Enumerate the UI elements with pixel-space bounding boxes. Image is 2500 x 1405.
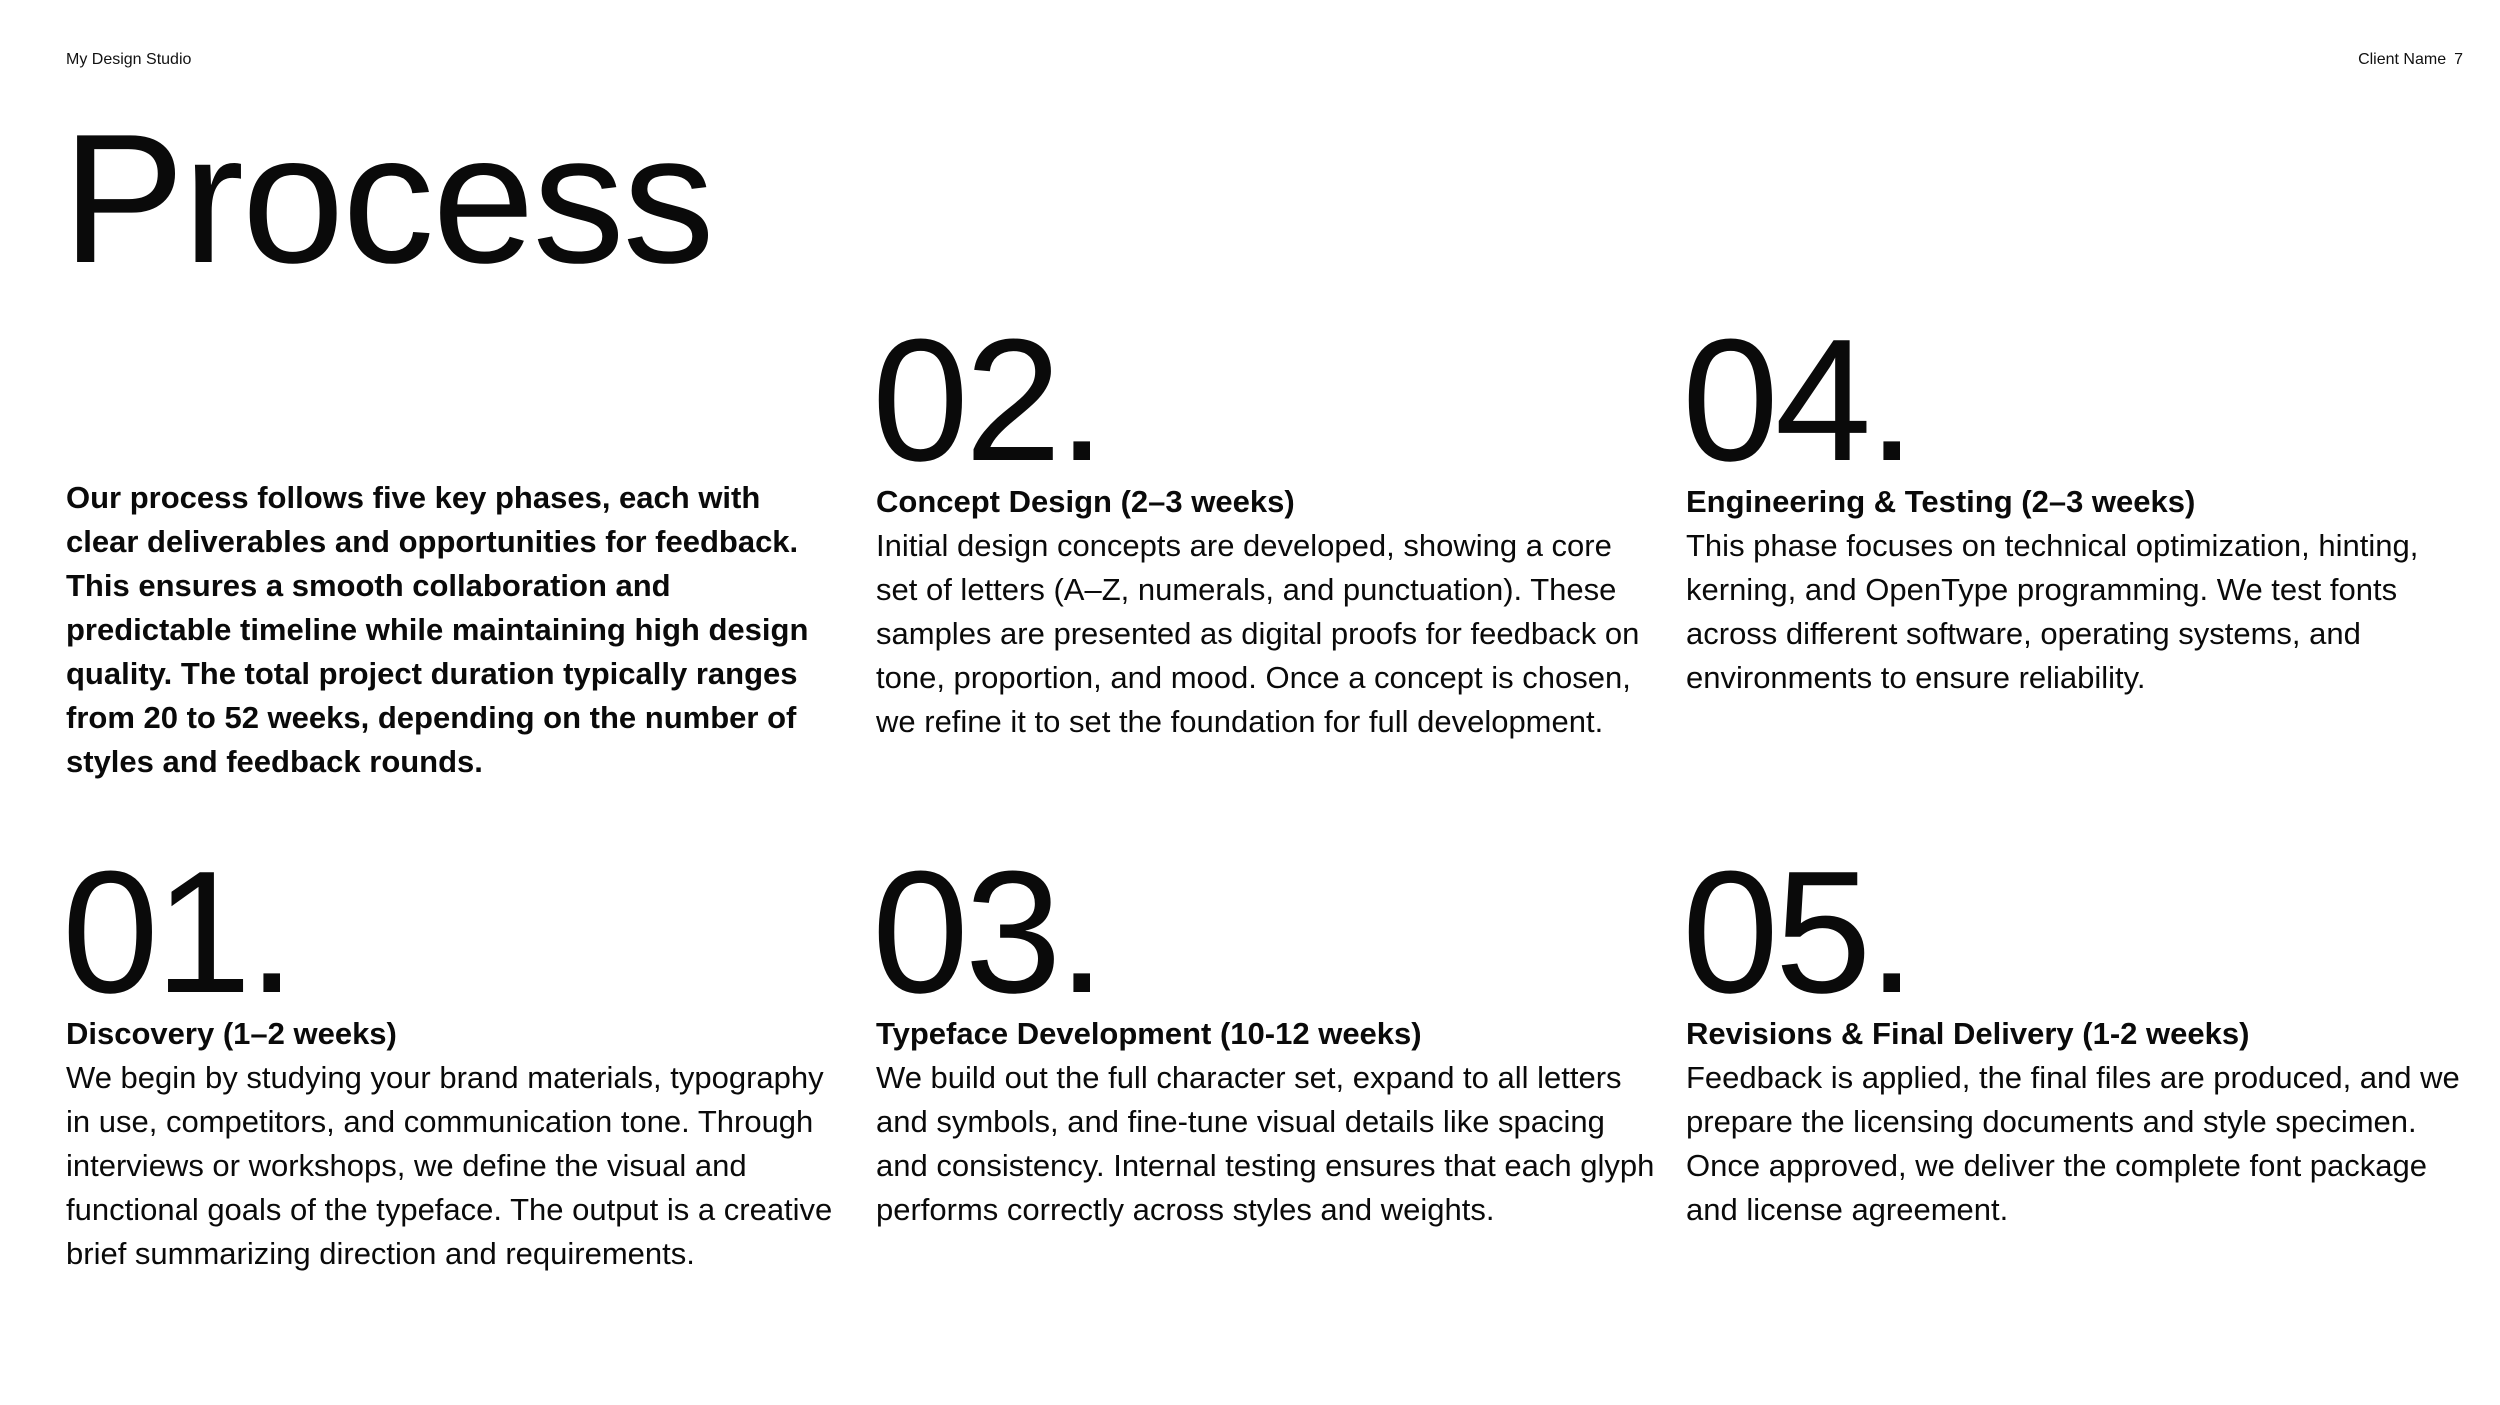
- phase-description: Feedback is applied, the final files are produced, and we prepare the licensing documents and style specimen. Once approved, we deliver the complete font package and license agreement.: [1686, 1060, 2460, 1227]
- phase-engineering-testing: [1682, 302, 2466, 700]
- studio-name: My Design Studio: [66, 51, 192, 68]
- phase-concept-design: [872, 302, 1656, 744]
- phase-description: Initial design concepts are developed, showing a core set of letters (A–Z, numerals, and punctuation). These samples are presented as digital proofs for feedback on tone, proportion, and mood. Once a concept is chosen, we refine it to set the foundation for full development.: [876, 528, 1640, 739]
- phase-description: We begin by studying your brand materials, typography in use, competitors, and communication tone. Through interviews or workshops, we define the visual and functional goals of the typeface. The output is a creative brief summarizing direction and requirements.: [66, 1060, 833, 1271]
- phase-number: 02.: [872, 302, 1102, 497]
- phase-description: This phase focuses on technical optimization, hinting, kerning, and OpenType programming. We test fonts across different software, operating systems, and environments to ensure reliability.: [1686, 528, 2419, 695]
- phase-description: We build out the full character set, expand to all letters and symbols, and fine-tune visual details like spacing and consistency. Internal testing ensures that each glyph performs correctly across styles and weights.: [876, 1060, 1655, 1227]
- page-header-right: [2358, 50, 2463, 70]
- intro-paragraph: Our process follows five key phases, each with clear deliverables and opportunities for feedback. This ensures a smooth collaboration and predictable timeline while maintaining high design quality. The total project duration typically ranges from 20 to 52 weeks, depending on the number of styles and feedback rounds.: [66, 480, 809, 779]
- phase-revisions-delivery: [1682, 834, 2466, 1232]
- phase-title: Concept Design (2–3 weeks): [876, 484, 1295, 519]
- phase-title: Discovery (1–2 weeks): [66, 1016, 397, 1051]
- phase-title: Engineering & Testing (2–3 weeks): [1686, 484, 2196, 519]
- phase-typeface-development: [872, 834, 1656, 1232]
- phase-title: Revisions & Final Delivery (1-2 weeks): [1686, 1016, 2250, 1051]
- phase-number: 05.: [1682, 834, 1912, 1029]
- phase-number: 03.: [872, 834, 1102, 1029]
- client-name: Client Name: [2358, 51, 2447, 68]
- page-title: Process: [62, 95, 713, 301]
- phase-number: 04.: [1682, 302, 1912, 497]
- phase-title: Typeface Development (10-12 weeks): [876, 1016, 1422, 1051]
- phase-discovery: [62, 834, 846, 1276]
- phase-number: 01.: [62, 834, 292, 1029]
- page-number: 7: [2454, 51, 2463, 68]
